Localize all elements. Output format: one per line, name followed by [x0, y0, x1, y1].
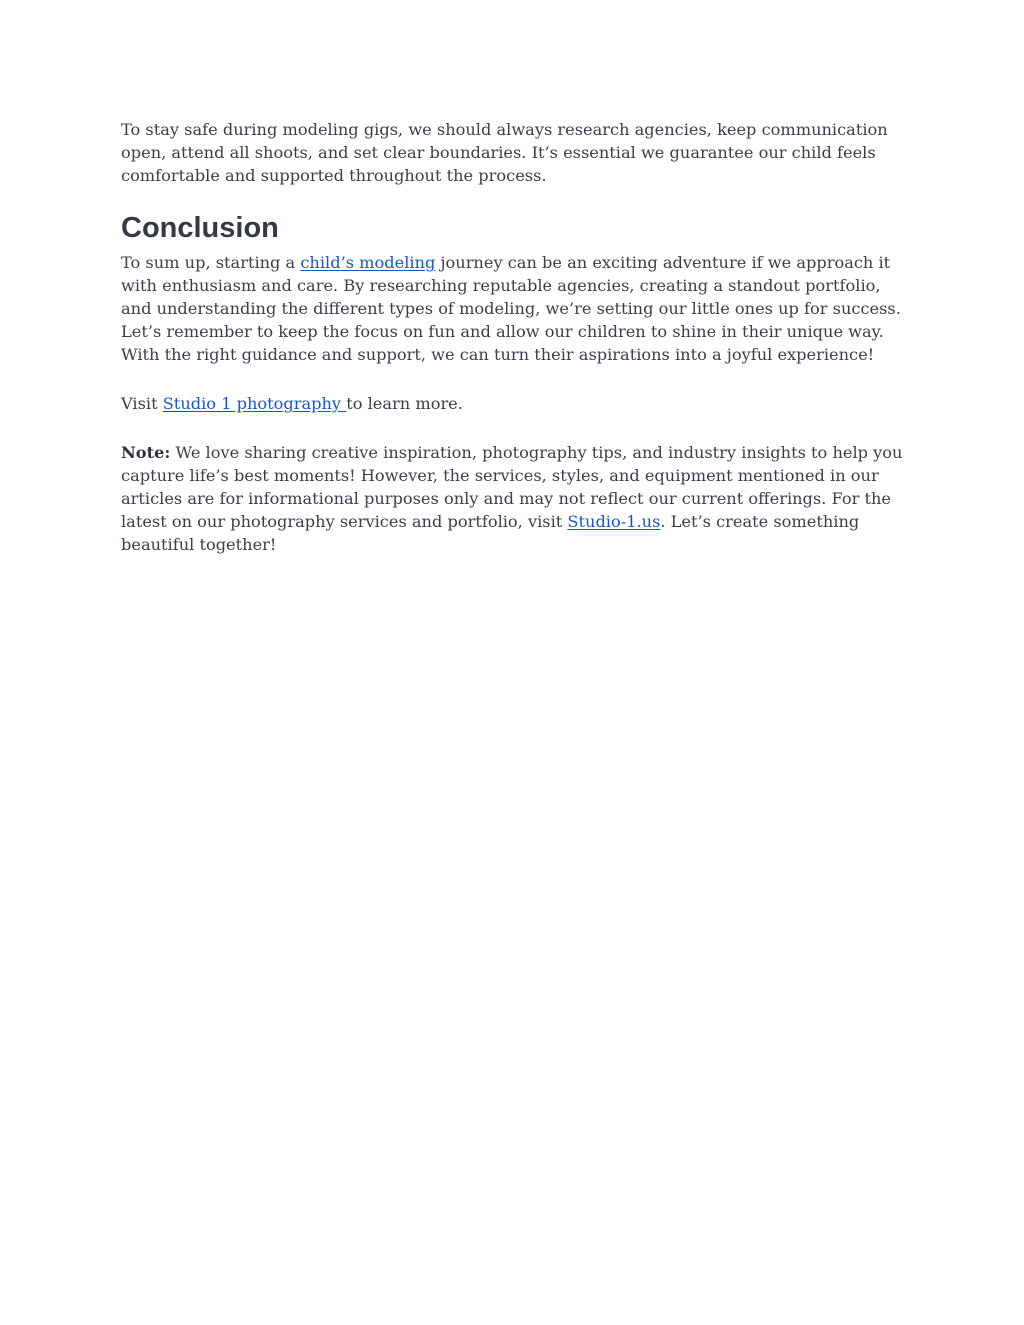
conclusion-heading: Conclusion [121, 212, 279, 244]
note-paragraph [121, 441, 911, 556]
conclusion-text-after: journey can be an exciting adventure if we approach it with enthusiasm and care. By researching reputable agencies, creating a standout portfolio, and understanding the different types of modeling, we’re setting our little ones up for success. Let’s remember to keep the focus on fun and allow our children to shine in their unique way. With the right guidance and support, we can turn their aspirations into a joyful experience! [121, 253, 901, 364]
note-text-after: . Let’s create something beautiful together! [121, 512, 860, 554]
article-body [121, 118, 911, 556]
safety-paragraph: To stay safe during modeling gigs, we should always research agencies, keep communication open, attend all shoots, and set clear boundaries. It’s essential we guarantee our child feels comfortable and supported throughout the process. [121, 120, 888, 185]
childs-modeling-link[interactable]: child’s modeling [300, 253, 436, 272]
conclusion-paragraph [121, 251, 911, 366]
visit-suffix: to learn more. [346, 394, 463, 413]
visit-prefix: Visit [121, 394, 163, 413]
conclusion-text-before: To sum up, starting a [121, 253, 301, 272]
studio-photography-link[interactable]: Studio 1 photography [162, 394, 347, 413]
studio-website-link[interactable]: Studio-1.us [567, 512, 661, 531]
note-text-before: We love sharing creative inspiration, photography tips, and industry insights to help you capture life’s best moments! However, the services, styles, and equipment mentioned in our articles are for informational purposes only and may not reflect our current offerings. For the latest on our photography services and portfolio, visit [121, 443, 903, 531]
note-label: Note: [121, 443, 171, 462]
visit-paragraph [121, 392, 911, 415]
